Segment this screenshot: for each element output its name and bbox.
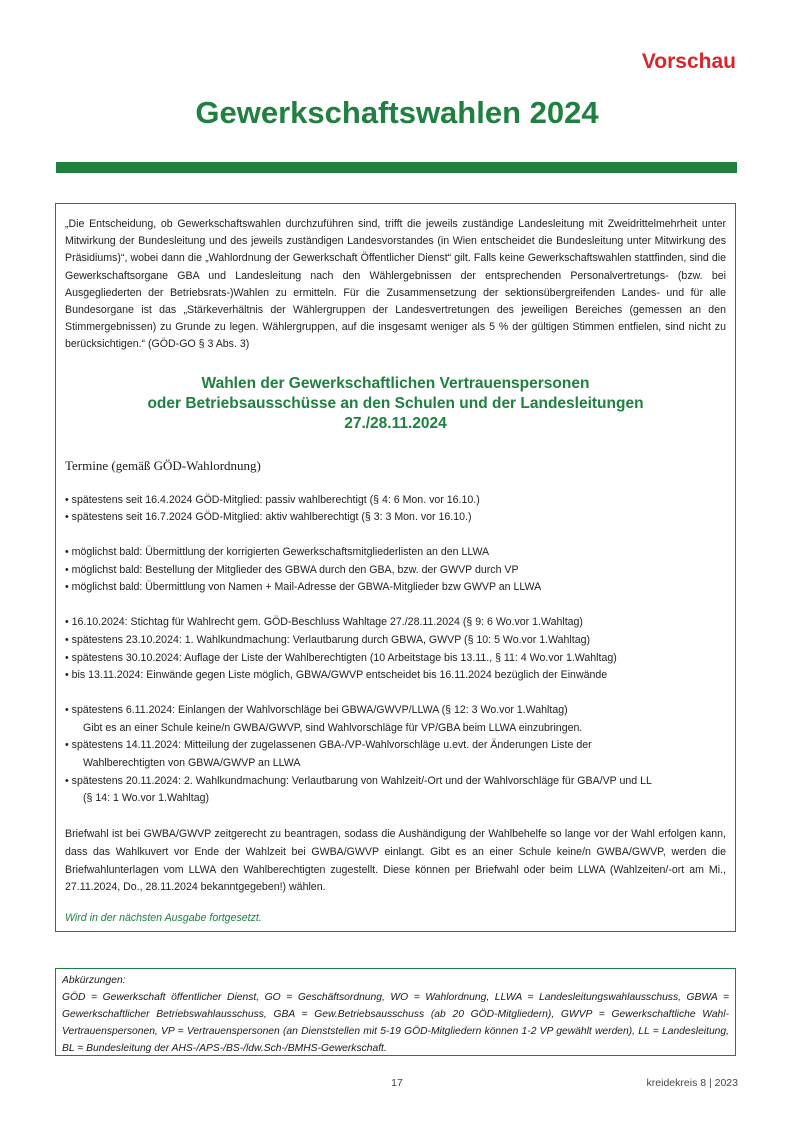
main-content-box (55, 203, 736, 932)
continued-note: Wird in der nächsten Ausgabe fortgesetzt. (65, 911, 262, 924)
list-item: • bis 13.11.2024: Einwände gegen Liste möglich, GBWA/GWVP entscheidet bis 16.11.2024 bezüglich der Einwände (65, 669, 608, 682)
list-item: • möglichst bald: Bestellung der Mitglieder des GBWA durch den GBA, bzw. der GWVP durch VP (65, 563, 519, 576)
list-item: • spätestens 23.10.2024: 1. Wahlkundmachung: Verlautbarung durch GBWA, GWVP (§ 10: 5 Wo.vor 1.Wahltag) (65, 633, 591, 646)
list-item-continuation: Gibt es an einer Schule keine/n GWBA/GWVP, sind Wahlvorschläge für VP/GBA beim LLWA einzubringen. (83, 721, 583, 734)
postal-vote-paragraph: Briefwahl ist bei GWBA/GWVP zeitgerecht zu beantragen, sodass die Aushändigung der Wahlbehelfe so lange vor der Wahl erfolgen kann, dass das Wahlkuvert vor Ende der Wahlzeit bei GWBA/GWVP einlangt. Gibt es an einer Schule keine/n GWBA/GWVP, werden die Briefwahlunterlagen vom LLWA den Wahlberechtigten zugestellt. Diese können per Briefwahl oder beim LLWA (Wahlzeiten/-ort am Mi., 27.11.2024, Do., 28.11.2024 bekanntgegeben!) wählen. (65, 828, 726, 894)
list-item-line: • spätestens 14.11.2024: Mitteilung der zugelassenen GBA-/VP-Wahlvorschläge u.evt. der Änderungen Liste der (65, 739, 592, 752)
termine-heading: Termine (gemäß GÖD-Wahlordnung) (65, 457, 261, 473)
list-item-continuation: Wahlberechtigten von GBWA/GWVP an LLWA (83, 757, 301, 770)
section-heading (65, 374, 726, 434)
page-title: Gewerkschaftswahlen 2024 (195, 95, 599, 130)
page-number: 17 (391, 1077, 403, 1089)
list-item-line: • spätestens 20.11.2024: 2. Wahlkundmachung: Verlautbarung von Wahlzeit/-Ort und der Wahlvorschläge für GBA/VP und LL (65, 774, 652, 787)
deadline-group-nominations (65, 702, 726, 808)
list-item (65, 702, 726, 737)
preview-label: Vorschau (641, 50, 736, 73)
list-item (65, 773, 726, 808)
abbreviations-heading: Abkürzungen: (62, 975, 126, 986)
list-item: • spätestens seit 16.4.2024 GÖD-Mitglied: passiv wahlberechtigt (§ 4: 6 Mon. vor 16.10.) (65, 493, 480, 506)
list-item: • 16.10.2024: Stichtag für Wahlrecht gem. GÖD-Beschluss Wahltage 27./28.11.2024 (§ 9: 6 Wo.vor 1.Wahltag) (65, 616, 583, 629)
section-heading-date: 27./28.11.2024 (344, 414, 447, 432)
list-item: • spätestens 30.10.2024: Auflage der Liste der Wahlberechtigten (10 Arbeitstage bis 13.11., § 11: 4 Wo.vor 1.Wahltag) (65, 651, 617, 664)
statute-quote: „Die Entscheidung, ob Gewerkschaftswahlen durchzuführen sind, trifft die jeweils zuständige Landesleitung mit Zweidrittelmehrheit unter Mitwirkung der Bundesleitung und des jeweils zuständigen Landesvorstandes (in Wien entscheidet die Bundesleitung unter Mitwirkung des Präsidiums)“, wobei dann die „Wahlordnung der Gewerkschaft Öffentlicher Dienst“ gilt. Falls keine Gewerkschaftswahlen stattfinden, sind die Gewerkschaftsorgane GBA und Landesleitung nach den Wählergebnissen der entsprechenden Personalvertretungs- (bzw. bei Ausgegliederten der Betriebsrats-)Wahlen zu ermitteln. Für die Zusammensetzung der sektionsübergreifenden Landes- und für alle Bundesorgane ist das „Stärkeverhältnis der Wählergruppen der Landesvertretungen des jeweiligen Bereiches (gemessen an den Stimmergebnissen) zu Grunde zu legen. Wählergruppen, auf die insgesamt weniger als 5 % der gültigen Stimmen entfielen, sind nicht zu berücksichtigen.“ (GÖD-GO § 3 Abs. 3) (65, 218, 726, 351)
deadline-group-preparation (65, 544, 726, 597)
list-item: • möglichst bald: Übermittlung der korrigierten Gewerkschaftsmitgliederlisten an den LLWA (65, 546, 490, 559)
abbreviations-text: GÖD = Gewerkschaft öffentlicher Dienst, GO = Geschäftsordnung, WO = Wahlordnung, LLWA = Landesleitungswahlausschuss, GBWA = Gewerkschaftlicher Betriebswahlausschuss, GBA = Gew.Betriebsausschuss (ab 20 GÖD-Mitgliedern), GWVP = Gewerkschaftliche Wahl-Vertrauenspersonen, VP = Vertrauenspersonen (an Dienststellen mit 5-19 GÖD-Mitgliedern können 1-2 VP gewählt werden), LL = Landesleitung, BL = Bundesleitung der AHS-/APS-/BS-/ldw.Sch-/BMHS-Gewerkschaft. (62, 992, 729, 1054)
list-item: • spätestens seit 16.7.2024 GÖD-Mitglied: aktiv wahlberechtigt (§ 3: 3 Mon. vor 16.10.) (65, 511, 472, 524)
magazine-issue: kreidekreis 8 | 2023 (646, 1077, 738, 1089)
list-item-continuation: (§ 14: 1 Wo.vor 1.Wahltag) (83, 792, 210, 805)
title-divider (56, 162, 737, 173)
abbreviations-box (55, 968, 736, 1056)
deadline-group-voter-list (65, 614, 726, 685)
deadline-group-membership (65, 492, 726, 527)
list-item: • möglichst bald: Übermittlung von Namen + Mail-Adresse der GBWA-Mitglieder bzw GWVP an LLWA (65, 581, 542, 594)
section-heading-line-2: oder Betriebsausschüsse an den Schulen und der Landesleitungen (147, 394, 644, 412)
section-heading-line-1: Wahlen der Gewerkschaftlichen Vertrauenspersonen (201, 374, 590, 392)
list-item-line: • spätestens 6.11.2024: Einlangen der Wahlvorschläge bei GBWA/GWVP/LLWA (§ 12: 3 Wo.vor 1.Wahltag) (65, 703, 568, 716)
list-item (65, 737, 726, 772)
